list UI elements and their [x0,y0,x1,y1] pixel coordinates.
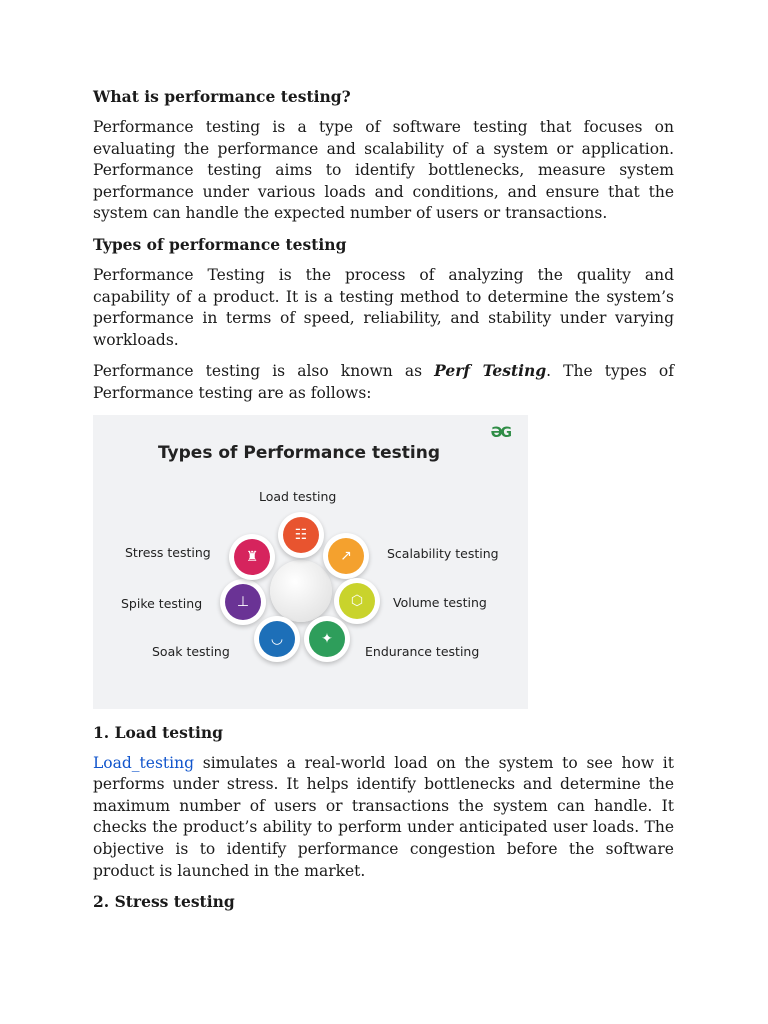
stress-node-icon: ♜ [234,539,270,575]
paragraph-also-known [93,360,674,404]
label-load-testing: Load testing [259,488,337,504]
paragraph-definition: Performance testing is a type of software testing that focuses on evaluating the performance and scalability of a system or application. Performance testing aims to identify bottlenecks, measure system performance under various loads and conditions, and ensure that the system can handle the expected number of users or transactions. [93,118,674,223]
node-spike [220,579,266,625]
scalability-node-icon: ↗ [328,538,364,574]
node-stress [229,534,275,580]
load-testing-text: simulates a real-world load on the system to see how it performs under stress. It helps identify bottlenecks and determine the maximum number of users or transactions the system can handle. It checks the product’s ability to perform under anticipated user loads. The objective is to identify performance congestion before the software product is launched in the market. [93,753,674,880]
document-content [93,86,674,922]
types-diagram-figure [93,415,528,709]
endurance-node-icon: ✦ [309,621,345,657]
known-suffix: . The types of Performance testing are as follows: [93,362,674,402]
node-soak [254,616,300,662]
label-volume-testing: Volume testing [393,594,487,610]
heading-types-of-performance-testing: Types of performance testing [93,234,347,254]
load-testing-link[interactable]: Load_testing [93,753,203,772]
label-spike-testing: Spike testing [121,595,203,611]
node-endurance [304,616,350,662]
label-endurance-testing: Endurance testing [365,643,480,659]
gfg-logo: ƏG [490,424,510,441]
heading-what-is-performance-testing: What is performance testing? [93,87,351,106]
heading-load-testing: 1. Load testing [93,722,223,742]
perf-testing-emphasis: Perf Testing [434,361,547,381]
load-node-icon: ☷ [283,517,319,553]
known-prefix: Performance testing is also known as [93,362,435,381]
node-volume [334,578,380,624]
spike-node-icon: ⊥ [225,584,261,620]
node-scalability [323,533,369,579]
figure-title: Types of Performance testing [157,442,441,463]
soak-node-icon: ◡ [259,621,295,657]
label-scalability-testing: Scalability testing [387,545,499,561]
label-stress-testing: Stress testing [125,544,211,560]
paragraph-load-testing [93,753,674,883]
node-load [278,512,324,558]
paragraph-process: Performance Testing is the process of analyzing the quality and capability of a product. It is a testing method to determine the system’s performance in terms of speed, reliability, and stability under varying workloads. [93,265,674,349]
volume-node-icon: ⬡ [339,583,375,619]
diagram-hub [270,560,332,622]
label-soak-testing: Soak testing [152,643,230,659]
heading-stress-testing: 2. Stress testing [93,892,235,912]
